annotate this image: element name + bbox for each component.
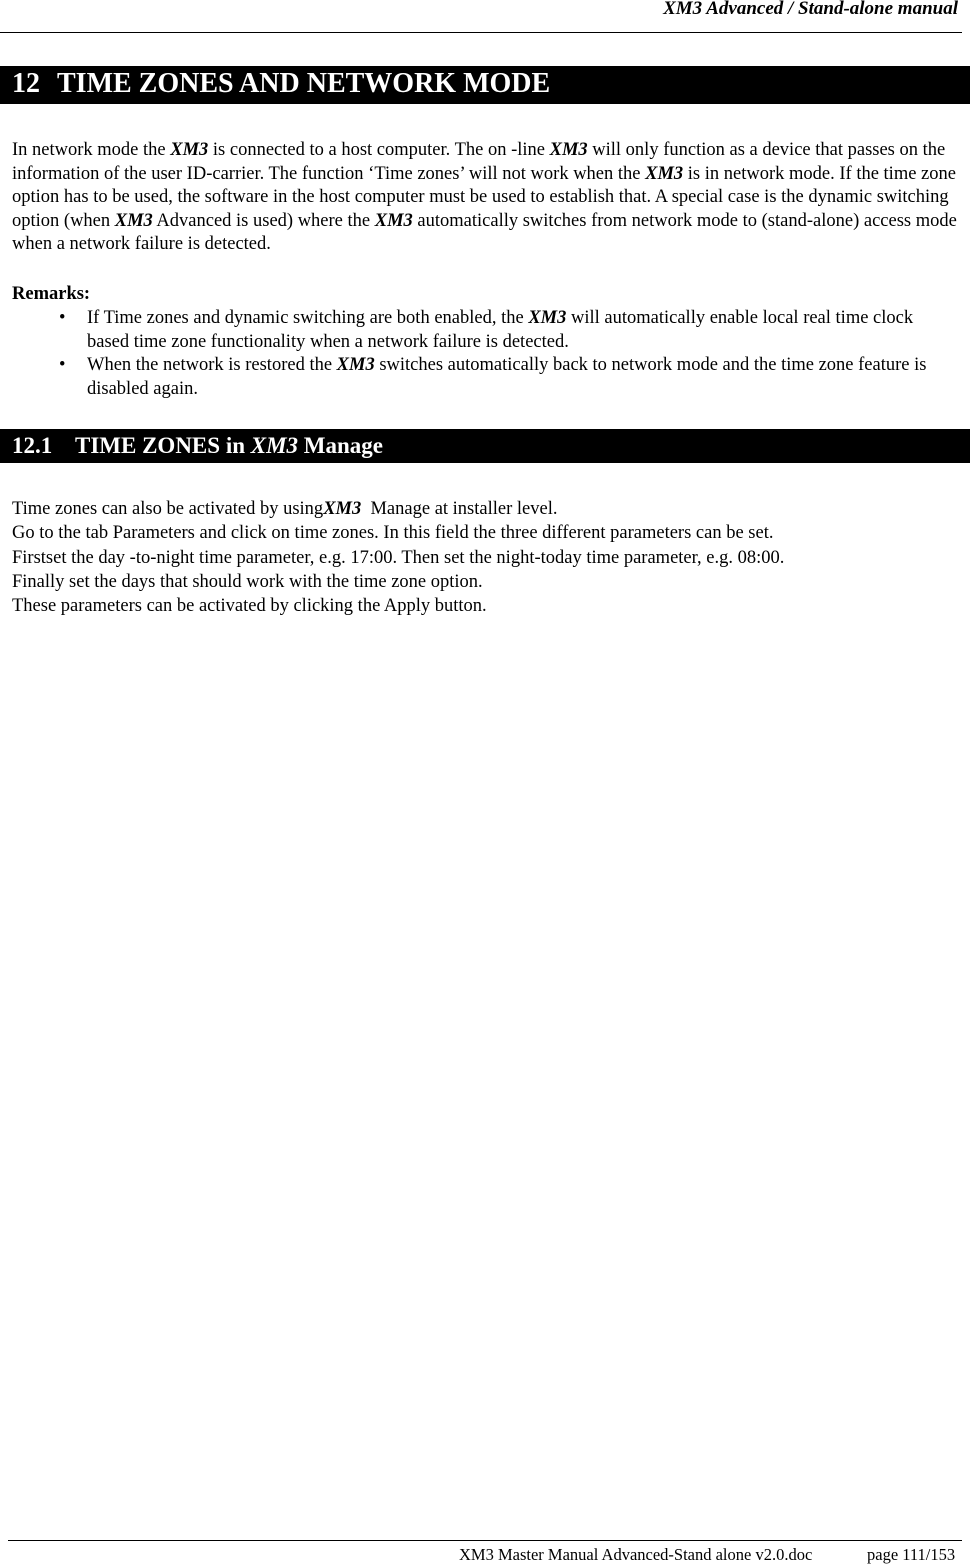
product-name: XM3 — [549, 140, 588, 160]
footer-divider — [8, 1540, 962, 1541]
bullet-icon: • — [59, 355, 66, 376]
footer-page-number: page 111/153 — [867, 1545, 956, 1564]
product-name: XM3 — [114, 210, 153, 231]
subsection-title-text: TIME ZONES in — [75, 433, 251, 458]
section-title: TIME ZONES AND NETWORK MODE — [57, 68, 551, 99]
section-heading-bar — [0, 66, 970, 104]
intro-paragraph — [12, 139, 958, 257]
subsection-number: 12.1 — [12, 433, 53, 458]
body-text: Manage at installer level. — [361, 499, 558, 519]
section-number: 12 — [12, 68, 40, 99]
intro-text: automatically switches from network mode to (stand-alone) access mode when a network failure is detected. — [12, 210, 957, 255]
footer-document-name: XM3 Master Manual Advanced-Stand alone v2.0.doc — [459, 1545, 813, 1564]
subsection-title — [75, 429, 383, 463]
product-name: XM3 — [323, 499, 362, 519]
body-line: Go to the tab Parameters and click on time zones. In this field the three different parameters can be set. — [12, 523, 774, 544]
product-name: XM3 — [528, 308, 567, 328]
product-name: XM3 — [336, 355, 375, 376]
bullet-icon: • — [59, 308, 66, 328]
intro-text: is in network mode. If the time zone option has to be used, the software in the host computer must be used to establish that. A special case is the dynamic switching option (when — [12, 163, 956, 231]
subsection-heading-bar — [0, 429, 970, 463]
remarks-label: Remarks: — [12, 284, 91, 304]
product-name: XM3 — [645, 163, 684, 184]
remark-text: When the network is restored the — [87, 355, 337, 376]
remark-text: If Time zones and dynamic switching are both enabled, the — [87, 308, 529, 328]
product-name: XM3 — [374, 210, 413, 231]
subsection-title-text: Manage — [298, 433, 384, 458]
product-name: XM3 — [250, 433, 299, 458]
intro-text: Advanced is used) where the — [152, 210, 375, 231]
intro-text: is connected to a host computer. The on -line — [208, 140, 550, 160]
running-header-title: XM3 Advanced / Stand-alone manual — [663, 0, 958, 19]
product-name: XM3 — [170, 140, 209, 160]
intro-text: In network mode the — [12, 140, 171, 160]
header-divider — [0, 32, 962, 33]
body-line: These parameters can be activated by clicking the Apply button. — [12, 596, 487, 617]
subsection-body — [12, 497, 958, 618]
body-line: Firstset the day -to-night time parameter, e.g. 17:00. Then set the night-today time parameter, e.g. 08:00. — [12, 547, 785, 568]
list-item — [12, 354, 958, 401]
body-line — [12, 497, 958, 521]
remark-text: will automatically enable local real time clock based time zone functionality when a network failure is detected. — [87, 308, 914, 352]
list-item — [12, 307, 958, 354]
intro-text: will only function as a device that passes on the information of the user ID-carrier. The function ‘Time zones’ will not work when the — [12, 140, 946, 184]
body-line: Finally set the days that should work with the time zone option. — [12, 571, 483, 592]
body-text: Time zones can also be activated by using — [12, 499, 324, 519]
remark-text: switches automatically back to network mode and the time zone feature is disabled again. — [87, 355, 927, 399]
remarks-list — [12, 307, 958, 401]
